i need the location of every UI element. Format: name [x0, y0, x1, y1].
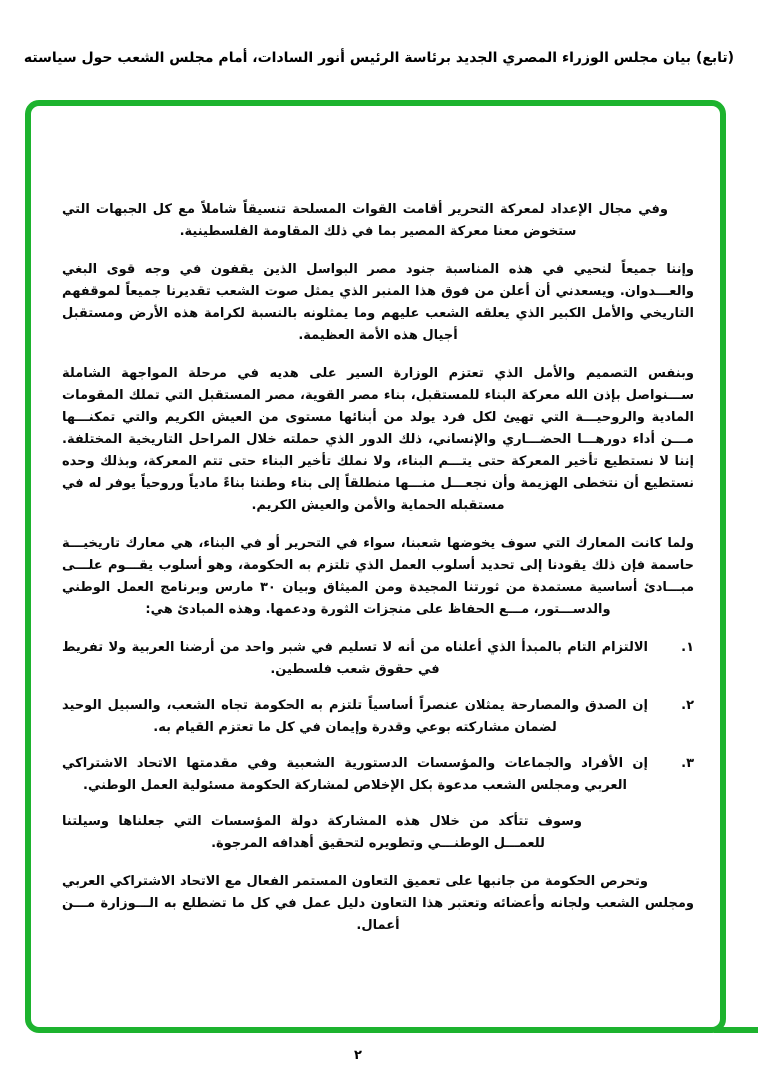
paragraph: وإننا جميعاً لنحيي في هذه المناسبة جنود مصر البواسل الذين يقفون في وجه قوى البغي والعـــدوان. ويسعدني أن أعلن من فوق هذا المنبر الذي يمثل صوت الشعب تقديرنا جميعاً لموقفهم التاريخي والأمل الكبير الذي يعلقه الشعب عليهم وما يمثلونه بالنسبة لكرامة هذه الأرض ومستقبل أجيال هذه الأمة العظيمة. [62, 262, 694, 343]
paragraph: وبنفس التصميم والأمل الذي تعتزم الوزارة السير على هديه في مرحلة المواجهة الشاملة ســـنواصل بإذن الله معركة البناء للمستقبل، بناء مصر القوية، مصر المستقبل التي تملك المقومات المادية والروحيـــة التي تهيئ لكل فرد يولد من أبنائها مستوى من العيش الكريم والتي تمكنـــها مـــن أداء دورهـــا الحضـــاري والإنساني، ذلك الدور الذي حملته خلال المراحل التاريخية المختلفة. إننا لا نستطيع تأخير المعركة حتى يتـــم البناء، ولا نملك تأخير البناء حتى تتم المعركة، وبذلك وحده نستطيع أن نتخطى الهزيمة وأن نجعـــل منـــها منطلقاً إلى بناء وطننا بناءً مادياً وروحياً يوفر له في مستقبله الحماية والأمن والعيش الكريم. [62, 366, 694, 513]
list-item-number: ٣. [681, 756, 694, 771]
list-item-text: إن الأفراد والجماعات والمؤسسات الدستورية الشعبية وفي مقدمتها الاتحاد الاشتراكي العربي ومجلس الشعب مدعوة بكل الإخلاص لمشاركة الحكومة مسئولية العمل الوطني. [62, 756, 648, 793]
page-number: ٢ [354, 1048, 362, 1063]
paragraph: وفي مجال الإعداد لمعركة التحرير أقامت القوات المسلحة تنسيقاً شاملاً مع كل الجبهات التي ستخوض معنا معركة المصير بما في ذلك المقاومة الفلسطينية. [62, 202, 668, 239]
document-body [62, 199, 694, 953]
paragraph: وتحرص الحكومة من جانبها على تعميق التعاون المستمر الفعال مع الاتحاد الاشتراكي العربي ومجلس الشعب ولجانه وأعضائه وتعتبر هذا التعاون دليل عمل في كل ما تضطلع به الـــوزارة مـــن أعمال. [62, 874, 694, 933]
list-item-text: الالتزام التام بالمبدأ الذي أعلناه من أنه لا تسليم في شبر واحد من أرضنا العربية ولا تفريط في حقوق شعب فلسطين. [62, 640, 648, 677]
list-item-number: ١. [681, 640, 694, 655]
page-title: (تابع) بيان مجلس الوزراء المصري الجديد برئاسة الرئيس أنور السادات، أمام مجلس الشعب حول سياسته [23, 50, 735, 66]
list-item-text: إن الصدق والمصارحة يمثلان عنصراً أساسياً تلتزم به الحكومة تجاه الشعب، والسبيل الوحيد لضمان مشاركته بوعي وقدرة وإيمان في كل ما تعتزم القيام به. [62, 698, 648, 735]
list-item [62, 637, 694, 681]
list-item-number: ٢. [681, 698, 694, 713]
paragraph: وسوف تتأكد من خلال هذه المشاركة دولة المؤسسات التي جعلناها وسيلتنا للعمـــل الوطنـــي وتطويره لتحقيق أهدافه المرجوة. [62, 814, 582, 851]
list-item [62, 753, 694, 797]
list-item [62, 695, 694, 739]
paragraph: ولما كانت المعارك التي سوف يخوضها شعبنا، سواء في التحرير أو في البناء، هي معارك تاريخيـــة حاسمة فإن ذلك يقودنا إلى تحديد أسلوب العمل الذي تلتزم به الحكومة، وهو أسلوب يقـــوم علـــى مبـــادئ أساسية مستمدة من ثورتنا المجيدة ومن الميثاق وبيان ٣٠ مارس وبرنامج العمل الوطني والدســـتور، مـــع الحفاظ على منجزات الثورة ودعمها. وهذه المبادئ هي: [62, 536, 695, 617]
frame-border-artifact [714, 1027, 758, 1033]
